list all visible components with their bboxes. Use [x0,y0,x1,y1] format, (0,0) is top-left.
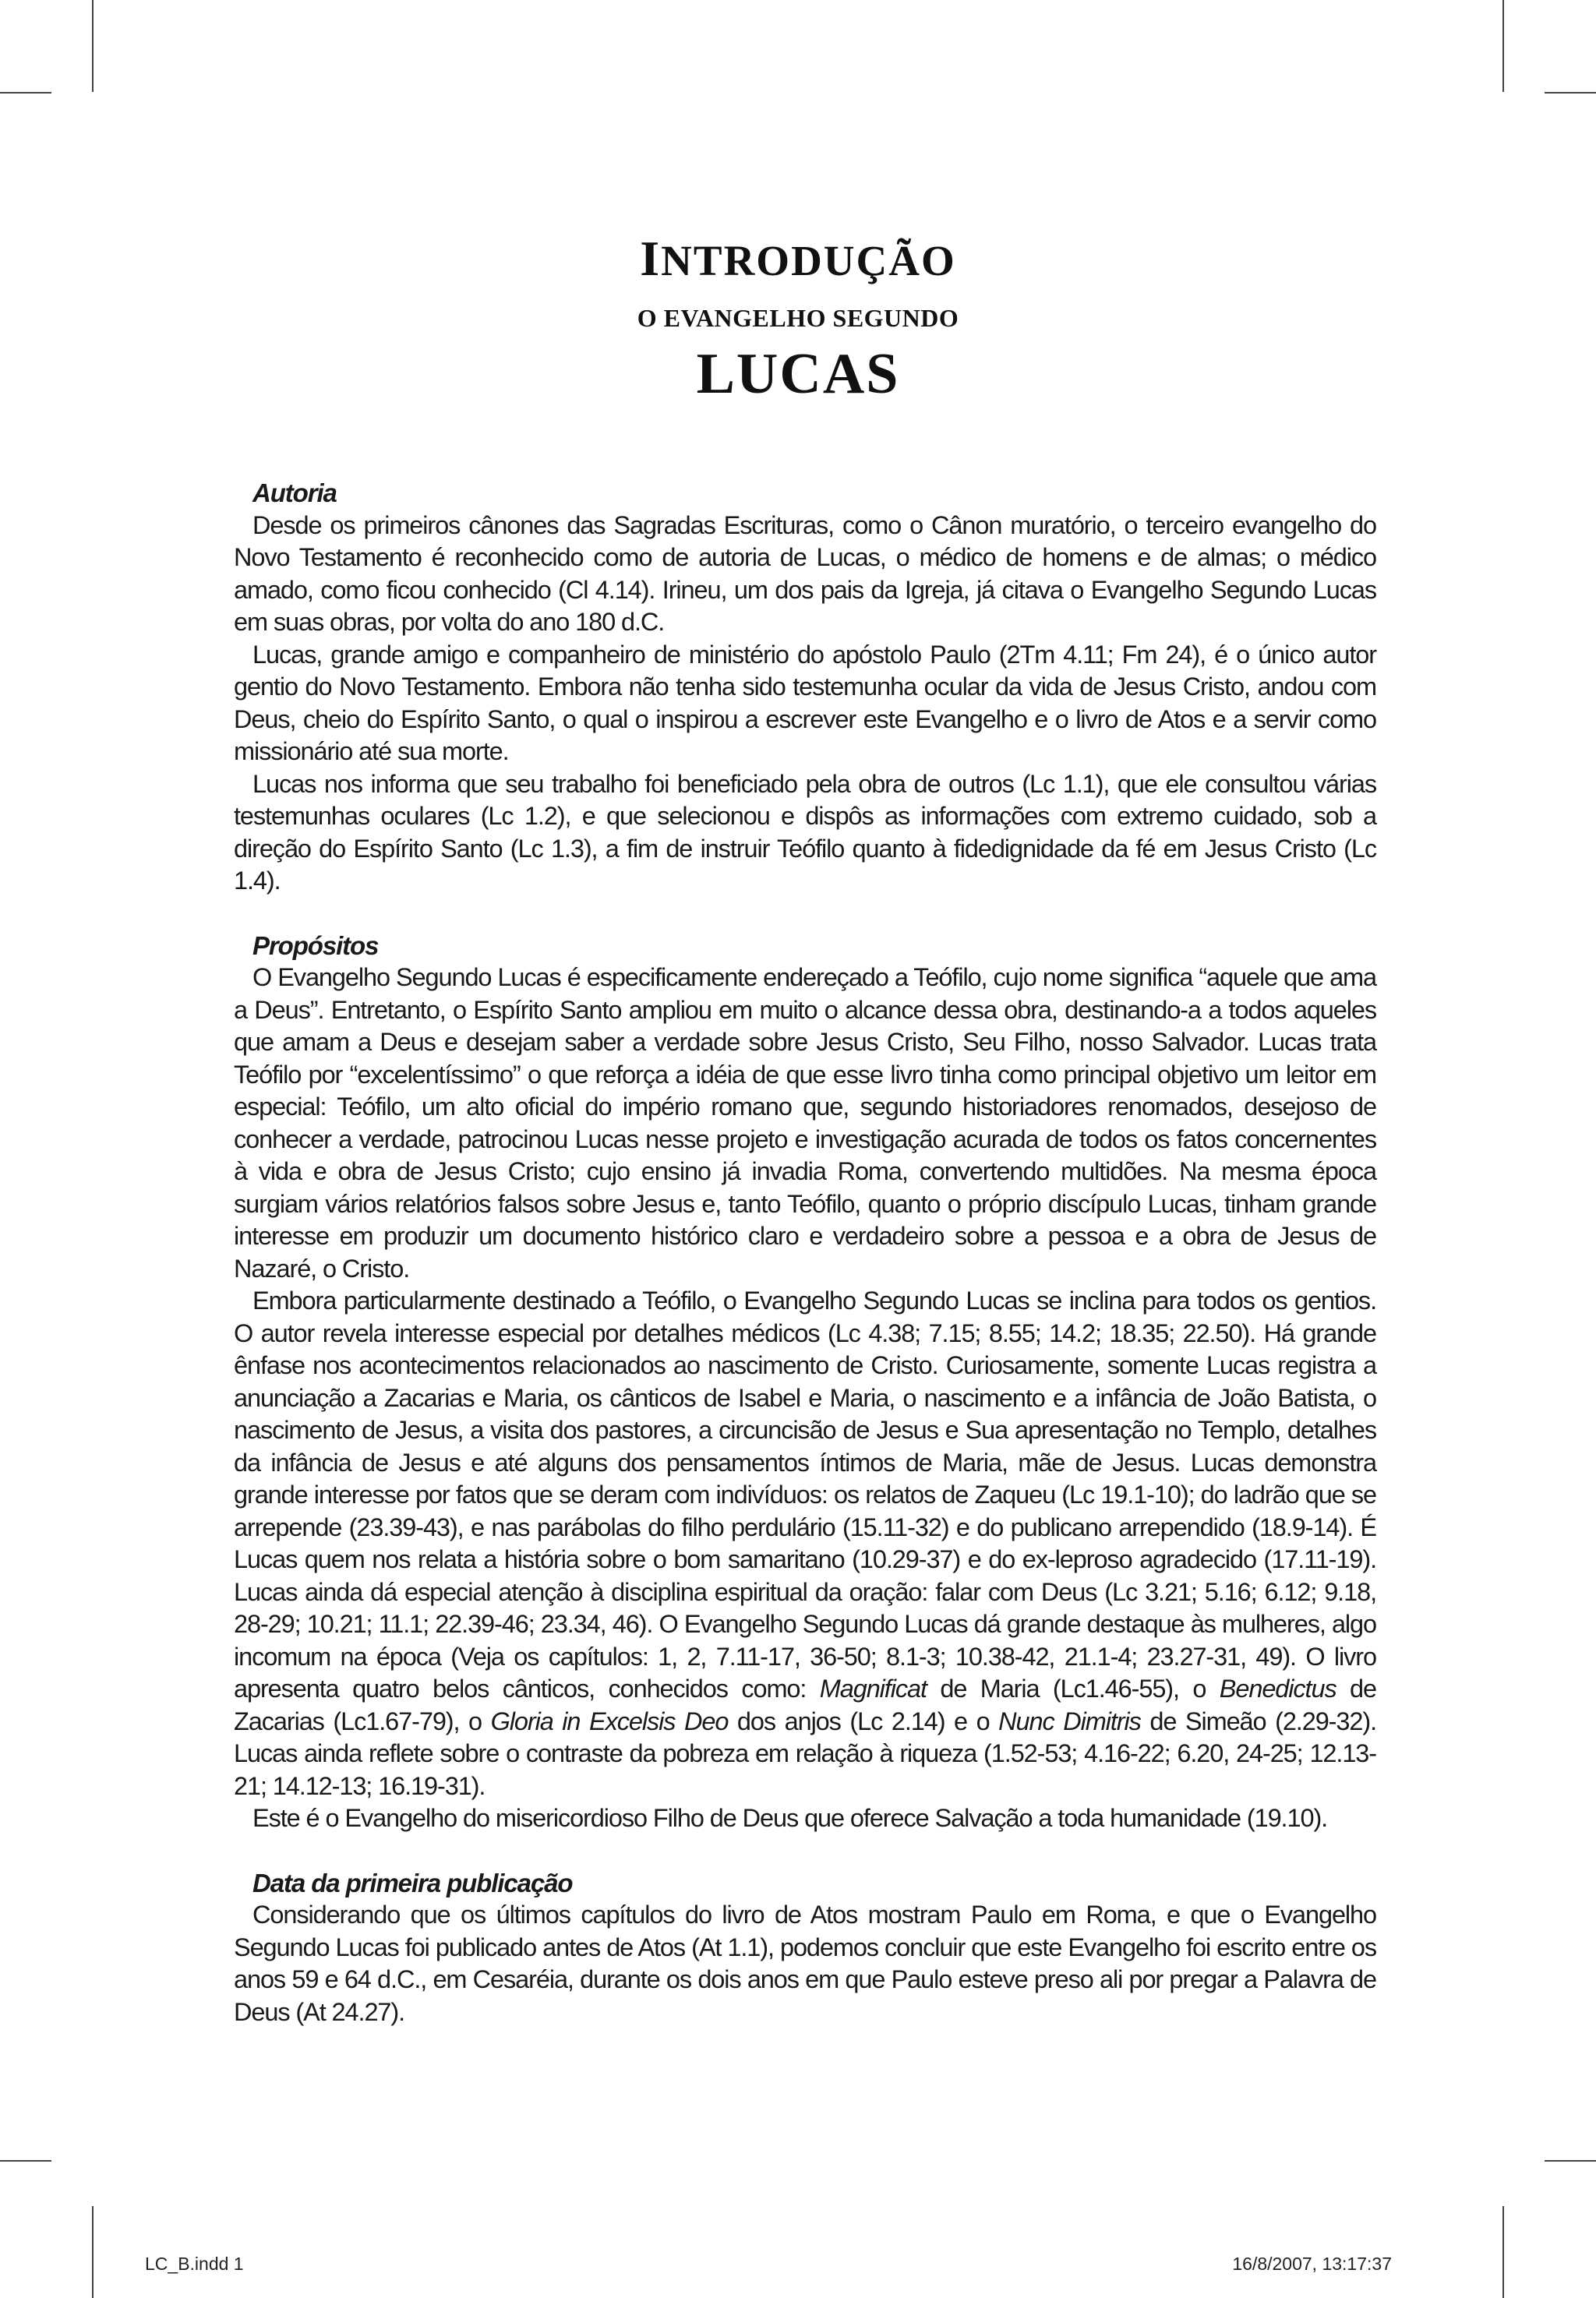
footer-timestamp: 16/8/2007, 13:17:37 [1232,2254,1392,2274]
page-subtitle: O EVANGELHO SEGUNDO [637,304,959,332]
paragraph: Lucas nos informa que seu trabalho foi beneficiado pela obra de outros (Lc 1.1), que ele consultou várias testemunhas oculares (Lc 1.2), e que selecionou e dispôs as informações com extremo cuidado, sob a direção do Espírito Santo (Lc 1.3), a fim de instruir Teófilo quanto à fidedignidade da fé em Jesus Cristo (Lc 1.4). [234,769,1376,895]
page-title: INTRODUÇÃO [640,231,956,286]
crop-mark [1545,92,1596,94]
paragraph: Desde os primeiros cânones das Sagradas Escrituras, como o Cânon muratório, o terceiro evangelho do Novo Testamento é reconhecido como de autoria de Lucas, o médico de homens e de almas; o médico amado, como ficou conhecido (Cl 4.14). Irineu, um dos pais da Igreja, já citava o Evangelho Segundo Lucas em suas obras, por volta do ano 180 d.C. [234,510,1376,636]
paragraph: Lucas, grande amigo e companheiro de ministério do apóstolo Paulo (2Tm 4.11; Fm 24), é o único autor gentio do Novo Testamento. Embora não tenha sido testemunha ocular da vida de Jesus Cristo, andou com Deus, cheio do Espírito Santo, o qual o inspirou a escrever este Evangelho e o livro de Atos e a servir como missionário até sua morte. [234,640,1376,765]
document-body [234,477,1376,2060]
crop-mark [1502,2206,1504,2298]
paragraph: Embora particularmente destinado a Teófilo, o Evangelho Segundo Lucas se inclina para todos os gentios. O autor revela interesse especial por detalhes médicos (Lc 4.38; 7.15; 8.55; 14.2; 18.35; 22.50). Há grande ênfase nos acontecimentos relacionados ao nascimento de Cristo. Curiosamente, somente Lucas registra a anunciação a Zacarias e Maria, os cânticos de Isabel e Maria, o nascimento e a infância de João Batista, o nascimento de Jesus, a visita dos pastores, a circuncisão de Jesus e Sua apresentação no Templo, detalhes da infância de Jesus e até alguns dos pensamentos íntimos de Maria, mãe de Jesus. Lucas demonstra grande interesse por fatos que se deram com indivíduos: os relatos de Zaqueu (Lc 19.1-10); do ladrão que se arrepende (23.39-43), e nas parábolas do filho perdulário (15.11-32) e do publicano arrependido (18.9-14). É Lucas quem nos relata a história sobre o bom samaritano (10.29-37) e do ex-leproso agradecido (17.11-19). Lucas ainda dá especial atenção à disciplina espiritual da oração: falar com Deus (Lc 3.21; 5.16; 6.12; 9.18, 28-29; 10.21; 11.1; 22.39-46; 23.34, 46). O Evangelho Segundo Lucas dá grande destaque às mulheres, algo incomum na época (Veja os capítulos: 1, 2, 7.11-17, 36-50; 8.1-3; 10.38-42, 21.1-4; 23.27-31, 49). O livro apresenta quatro belos cânticos, conhecidos como: Magnificat de Maria (Lc1.46-55), o Benedictus de Zacarias (Lc1.67-79), o Gloria in Excelsis Deo dos anjos (Lc 2.14) e o Nunc Dimitris de Simeão (2.29-32). Lucas ainda reflete sobre o contraste da pobreza em relação à riqueza (1.52-53; 4.16-22; 6.20, 24-25; 12.13-21; 14.12-13; 16.19-31). [234,1287,1376,1800]
crop-mark [1545,2160,1596,2162]
title-block [0,231,1596,406]
section-heading: Propósitos [252,930,379,960]
paragraph: Este é o Evangelho do misericordioso Filho de Deus que oferece Salvação a toda humanidade (19.10). [252,1804,1328,1832]
book-title: LUCAS [696,342,900,406]
crop-mark [92,0,94,92]
section-propositos [234,930,1376,1835]
crop-mark [92,2206,94,2298]
crop-mark [0,92,51,94]
footer-filename: LC_B.indd 1 [145,2254,244,2274]
section-autoria [234,477,1376,898]
crop-mark [1502,0,1504,92]
section-data-publicacao [234,1867,1376,2029]
paragraph: Considerando que os últimos capítulos do livro de Atos mostram Paulo em Roma, e que o Evangelho Segundo Lucas foi publicado antes de Atos (At 1.1), podemos concluir que este Evangelho foi escrito entre os anos 59 e 64 d.C., em Cesaréia, durante os dois anos em que Paulo esteve preso ali por pregar a Palavra de Deus (At 24.27). [234,1901,1376,2026]
section-heading: Autoria [252,478,337,507]
crop-mark [0,2160,51,2162]
paragraph: O Evangelho Segundo Lucas é especificamente endereçado a Teófilo, cujo nome significa “aquele que ama a Deus”. Entretanto, o Espírito Santo ampliou em muito o alcance dessa obra, destinando-a a todos aqueles que amam a Deus e desejam saber a verdade sobre Jesus Cristo, Seu Filho, nosso Salvador. Lucas trata Teófilo por “excelentíssimo” o que reforça a idéia de que esse livro tinha como principal objetivo um leitor em especial: Teófilo, um alto oficial do império romano que, segundo historiadores renomados, desejoso de conhecer a verdade, patrocinou Lucas nesse projeto e investigação acurada de todos os fatos concernentes à vida e obra de Jesus Cristo; cujo ensino já invadia Roma, convertendo multidões. Na mesma época surgiam vários relatórios falsos sobre Jesus e, tanto Teófilo, quanto o próprio discípulo Lucas, tinham grande interesse em produzir um documento histórico claro e verdadeiro sobre a pessoa e a obra de Jesus de Nazaré, o Cristo. [234,963,1376,1283]
section-heading: Data da primeira publicação [252,1868,573,1897]
